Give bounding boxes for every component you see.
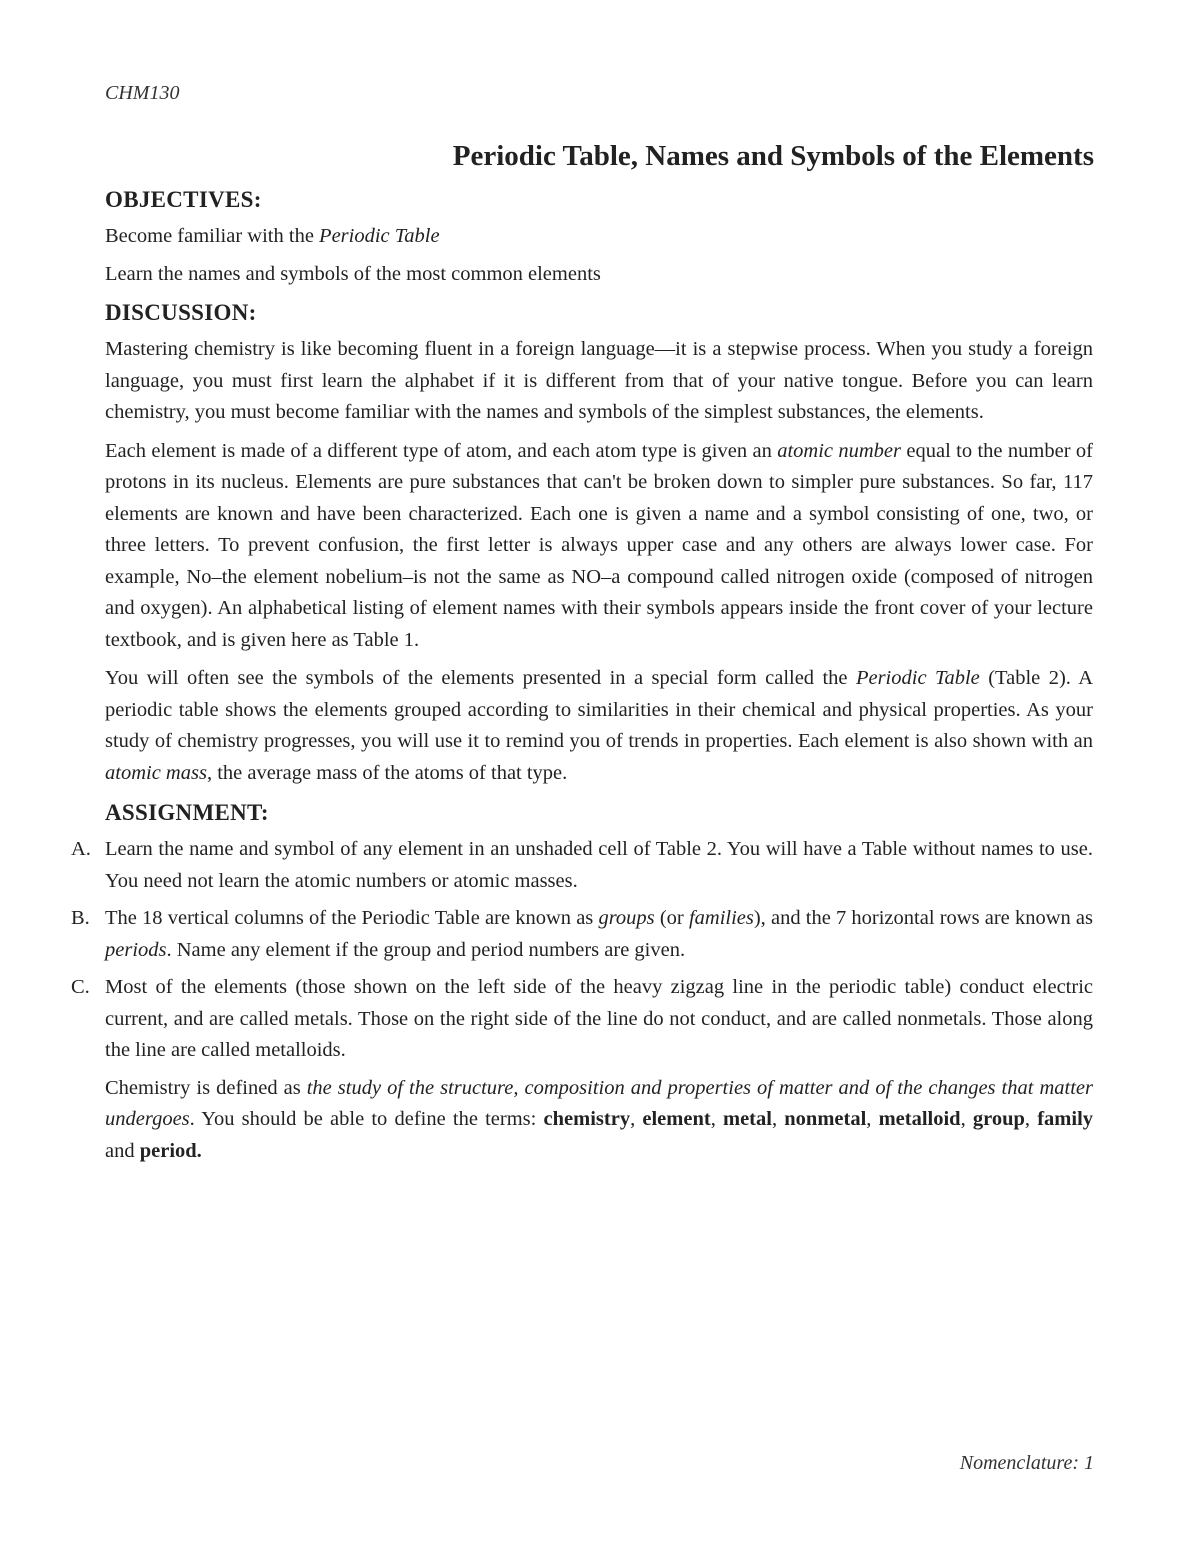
objective-item: Learn the names and symbols of the most common elements bbox=[105, 262, 601, 285]
course-code: CHM130 bbox=[105, 82, 180, 104]
term: metal bbox=[723, 1108, 772, 1130]
term: nonmetal bbox=[784, 1108, 867, 1130]
assignment-item-b: B. The 18 vertical columns of the Periodic Table are known as groups (or families), and the 7 horizontal rows are known as periods. Name any element if the group and period numbers are given. bbox=[105, 903, 1093, 966]
discussion-paragraph: Each element is made of a different type of atom, and each atom type is given an atomic number equal to the number of protons in its nucleus. Elements are pure substances that can't be broken down to simpler pure substances. So far, 117 elements are known and have been characterized. Each one is given a name and a symbol consisting of one, two, or three letters. To prevent confusion, the first letter is always upper case and any others are always lower case. For example, No–the element nobelium–is not the same as NO–a compound called nitrogen oxide (composed of nitrogen and oxygen). An alphabetical listing of element names with their symbols appears inside the front cover of your lecture textbook, and is given here as Table 1. bbox=[105, 439, 1093, 651]
term: group bbox=[972, 1108, 1025, 1130]
list-marker: B. bbox=[71, 907, 90, 929]
document-body bbox=[71, 183, 1094, 1167]
closing-paragraph: Chemistry is defined as the study of the structure, composition and properties of matter and of the changes that matter undergoes. You should be able to define the terms: chemistry, element, metal, nonmetal, metalloid, group, family and period. bbox=[105, 1076, 1094, 1162]
term: metalloid bbox=[878, 1108, 961, 1130]
objective-item: Become familiar with the Periodic Table bbox=[105, 225, 440, 247]
term: chemistry bbox=[543, 1108, 631, 1130]
discussion-heading: DISCUSSION: bbox=[105, 300, 257, 325]
page-title: Periodic Table, Names and Symbols of the Elements bbox=[452, 140, 1094, 172]
assignment-item-a: A. Learn the name and symbol of any element in an unshaded cell of Table 2. You will have a Table without names to use. You need not learn the atomic numbers or atomic masses. bbox=[105, 834, 1093, 897]
discussion-paragraph: Mastering chemistry is like becoming fluent in a foreign language—it is a stepwise process. When you study a foreign language, you must first learn the alphabet if it is different from that of your native tongue. Before you can learn chemistry, you must become familiar with the names and symbols of the simplest substances, the elements. bbox=[105, 338, 1093, 423]
objectives-heading: OBJECTIVES: bbox=[105, 187, 262, 212]
list-marker: C. bbox=[71, 976, 90, 998]
discussion-paragraph: You will often see the symbols of the elements presented in a special form called the Periodic Table (Table 2). A periodic table shows the elements grouped according to similarities in their chemical and physical properties. As your study of chemistry progresses, you will use it to remind you of trends in properties. Each element is also shown with an atomic mass, the average mass of the atoms of that type. bbox=[105, 667, 1093, 784]
page-footer: Nomenclature: 1 bbox=[959, 1452, 1094, 1474]
assignment-item-c: C. Most of the elements (those shown on the left side of the heavy zigzag line in the periodic table) conduct electric current, and are called metals. Those on the right side of the line do not conduct, and are called nonmetals. Those along the line are called metalloids. bbox=[105, 972, 1093, 1067]
list-marker: A. bbox=[71, 838, 91, 860]
assignment-heading: ASSIGNMENT: bbox=[105, 800, 269, 825]
term: period. bbox=[139, 1139, 202, 1162]
term: family bbox=[1037, 1108, 1094, 1130]
term: element bbox=[642, 1108, 711, 1130]
